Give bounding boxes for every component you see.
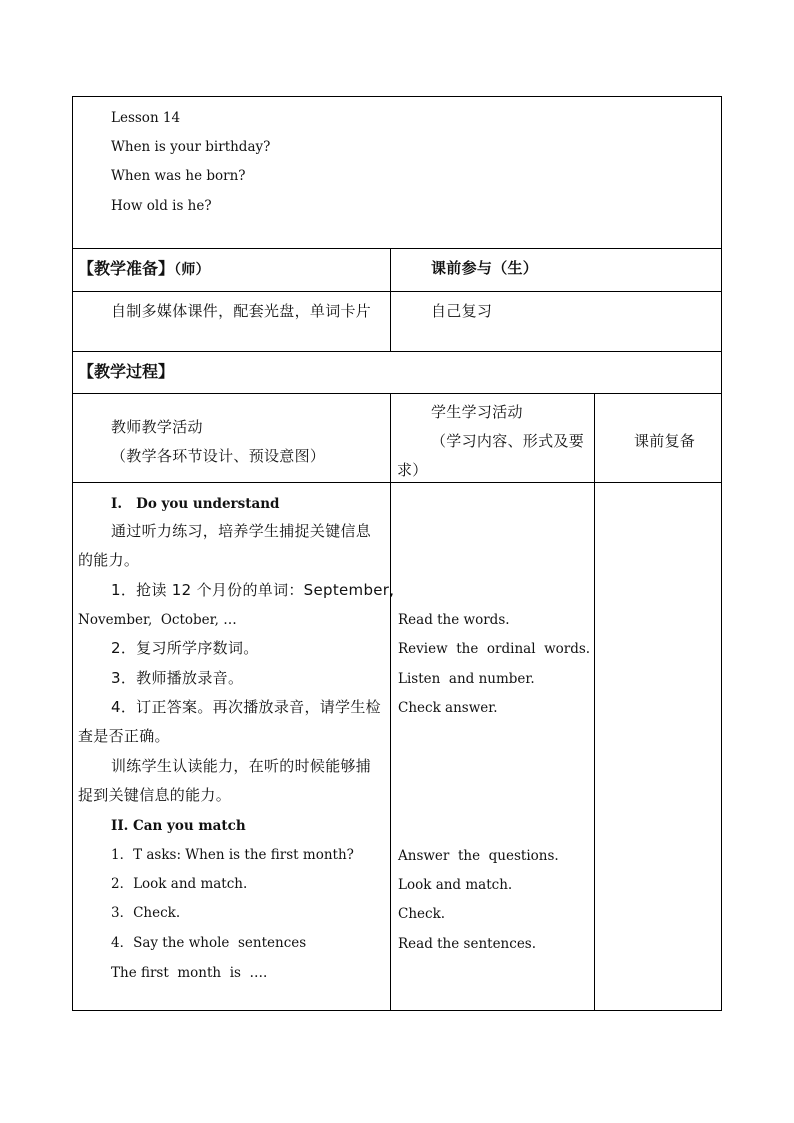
teacher-step: 4．Say the whole sentences xyxy=(111,935,307,951)
student-activity: Look and match. xyxy=(398,877,513,893)
teacher-step: 1．T asks: When is the first month? xyxy=(111,847,354,863)
row-divider xyxy=(72,248,722,249)
student-activity: Check answer. xyxy=(398,700,498,716)
teacher-step: 3．教师播放录音。 xyxy=(111,669,244,687)
student-activity: Read the words. xyxy=(398,612,510,628)
lesson-question: When is your birthday? xyxy=(111,139,271,155)
teacher-prep-heading-main: 【教学准备】 xyxy=(78,259,175,278)
student-activity: Check. xyxy=(398,906,446,922)
section-title: II. Can you match xyxy=(111,818,246,834)
student-activity-header: 学生学习活动 xyxy=(431,403,523,421)
review-header: 课前复备 xyxy=(634,432,696,450)
row-divider xyxy=(72,351,722,352)
teacher-step: 2．Look and match. xyxy=(111,876,248,892)
teacher-step: 2．复习所学序数词。 xyxy=(111,639,259,657)
teacher-activity-subheader: （教学各环节设计、预设意图） xyxy=(111,447,326,465)
teacher-step: 4．订正答案。再次播放录音，请学生检 xyxy=(111,698,381,716)
student-activity: Answer the questions. xyxy=(398,848,559,864)
section-intro: 通过听力练习，培养学生捕捉关键信息 xyxy=(111,522,372,540)
row-divider xyxy=(72,482,722,483)
section-intro: 的能力。 xyxy=(78,551,140,569)
teacher-prep-content: 自制多媒体课件，配套光盘，单词卡片 xyxy=(111,302,372,320)
student-activity-subheader-wrap: 求） xyxy=(397,461,428,479)
lesson-title: Lesson 14 xyxy=(111,110,181,126)
lesson-table xyxy=(72,96,722,1011)
teacher-step: November, October, … xyxy=(78,612,237,628)
section-summary: 捉到关键信息的能力。 xyxy=(78,786,232,804)
column-divider xyxy=(390,248,391,351)
row-divider xyxy=(72,393,722,394)
student-activity: Review the ordinal words. xyxy=(398,641,591,657)
teacher-prep-heading-suffix: （师） xyxy=(174,262,210,278)
teacher-step: 3．Check. xyxy=(111,905,181,921)
student-activity-subheader: （学习内容、形式及要 xyxy=(431,432,585,450)
teacher-prep-heading xyxy=(78,260,210,279)
student-prep-heading: 课前参与（生） xyxy=(431,259,539,277)
teacher-step: 查是否正确。 xyxy=(78,727,170,745)
lesson-question: How old is he? xyxy=(111,198,212,214)
example-sentence: The first month is …. xyxy=(111,965,268,981)
section-title: I. Do you understand xyxy=(111,496,280,512)
student-activity: Read the sentences. xyxy=(398,936,537,952)
column-divider xyxy=(594,393,595,1011)
section-summary: 训练学生认读能力，在听的时候能够捕 xyxy=(111,757,372,775)
teacher-activity-header: 教师教学活动 xyxy=(111,418,203,436)
student-prep-content: 自己复习 xyxy=(431,302,493,320)
teacher-step: 1．抢读 12 个月份的单词：September, xyxy=(111,581,395,599)
lesson-question: When was he born? xyxy=(111,168,246,184)
student-activity: Listen and number. xyxy=(398,671,535,687)
row-divider xyxy=(72,291,722,292)
process-heading: 【教学过程】 xyxy=(78,362,175,381)
column-divider xyxy=(390,393,391,1011)
